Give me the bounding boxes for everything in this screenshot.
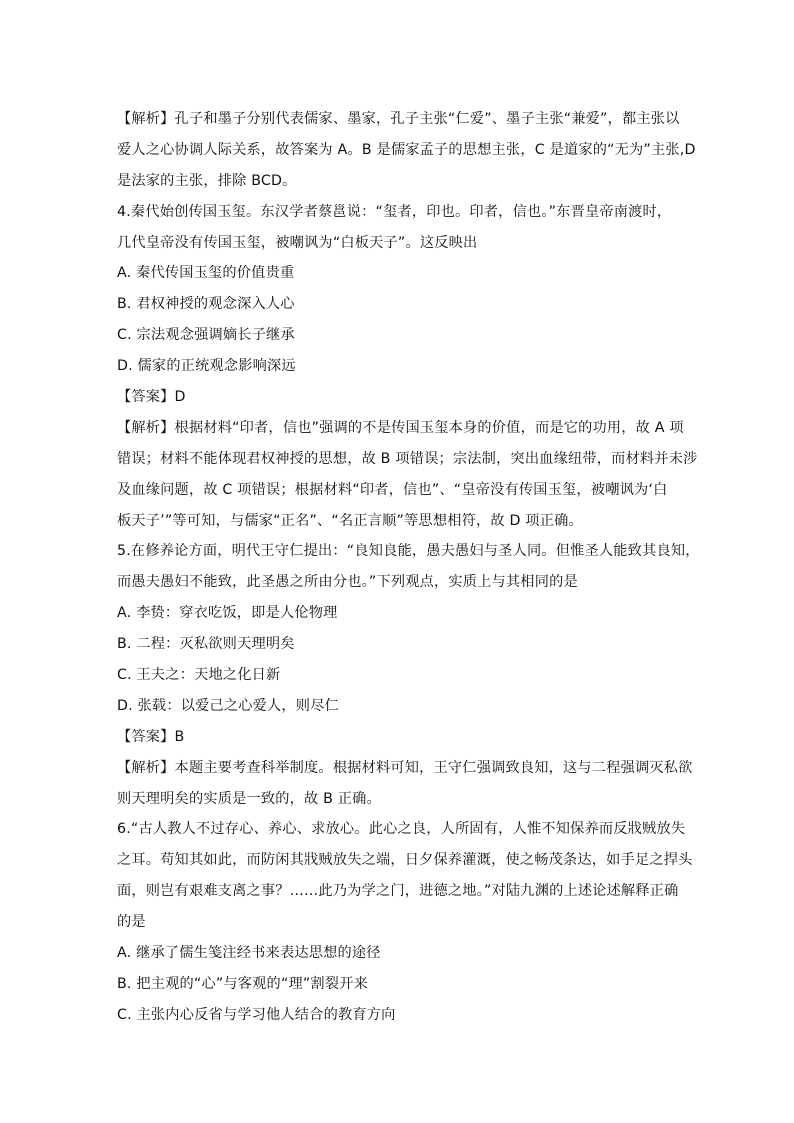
text-line: 6.“古人教人不过存心、养心、求放心。此心之良，人所固有，人惟不知保养而反戕贼放失: [117, 821, 686, 838]
text-line: 而愚夫愚妇不能致，此圣愚之所由分也。”下列观点，实质上与其相同的是: [117, 574, 578, 591]
text-line: C. 王夫之：天地之化日新: [117, 667, 281, 684]
text-line: 【答案】D: [117, 389, 186, 406]
text-line: D. 张载：以爱己之心爱人，则尽仁: [117, 697, 339, 714]
text-line: C. 主张内心反省与学习他人结合的教育方向: [117, 1006, 396, 1023]
text-line: A. 秦代传国玉玺的价值贵重: [117, 265, 295, 282]
text-line: 面，则岂有艰难支离之事？……此乃为学之门，进德之地。”对陆九渊的上述论述解释正确: [117, 883, 679, 900]
text-line: 【解析】孔子和墨子分别代表儒家、墨家，孔子主张“仁爱”、墨子主张“兼爱”，都主张以: [117, 111, 680, 127]
text-line: 5.在修养论方面，明代王守仁提出：“良知良能，愚夫愚妇与圣人同。但惟圣人能致其良知，: [117, 543, 700, 560]
text-line: B. 二程：灭私欲则天理明矣: [117, 636, 295, 653]
text-line: 几代皇帝没有传国玉玺，被嘲讽为“白板天子”。这反映出: [117, 234, 478, 251]
text-line: D. 儒家的正统观念影响深远: [117, 358, 296, 375]
text-line: 是法家的主张，排除 BCD。: [117, 172, 297, 189]
text-line: A. 继承了儒生笺注经书来表达思想的途径: [117, 945, 381, 962]
document-page: [117, 104, 700, 1031]
text-line: 板天子’”等可知，与儒家“正名”、“名正言顺”等思想相符，故 D 项正确。: [117, 512, 583, 529]
text-line: 爱人之心协调人际关系，故答案为 A。B 是儒家孟子的思想主张，C 是道家的“无为”主张,D: [117, 141, 696, 158]
text-line: 的是: [117, 914, 146, 931]
text-line: 之耳。苟知其如此，而防闲其戕贼放失之端，日夕保养灌溉，使之畅茂条达，如手足之捍头: [117, 852, 693, 869]
text-line: C. 宗法观念强调嫡长子继承: [117, 327, 295, 344]
text-line: 错误；材料不能体现君权神授的思想，故 B 项错误；宗法制，突出血缘纽带，而材料并未涉: [117, 450, 698, 467]
text-line: 及血缘问题，故 C 项错误；根据材料“印者，信也”、“皇帝没有传国玉玺，被嘲讽为‘白: [117, 481, 668, 498]
text-line: 则天理明矣的实质是一致的，故 B 正确。: [117, 790, 381, 807]
text-line: 【解析】本题主要考查科举制度。根据材料可知，王守仁强调致良知，这与二程强调灭私欲: [117, 759, 693, 776]
text-line: 【解析】根据材料“印者，信也”强调的不是传国玉玺本身的价值，而是它的功用，故 A 项: [117, 419, 684, 436]
text-line: B. 把主观的“心”与客观的“理”割裂开来: [117, 975, 368, 992]
text-line: 4.秦代始创传国玉玺。东汉学者蔡邕说：“玺者，印也。印者，信也。”东晋皇帝南渡时，: [117, 203, 672, 220]
text-line: 【答案】B: [117, 728, 185, 745]
text-line: A. 李贽：穿衣吃饭，即是人伦物理: [117, 605, 338, 622]
text-line: B. 君权神授的观念深入人心: [117, 296, 295, 313]
